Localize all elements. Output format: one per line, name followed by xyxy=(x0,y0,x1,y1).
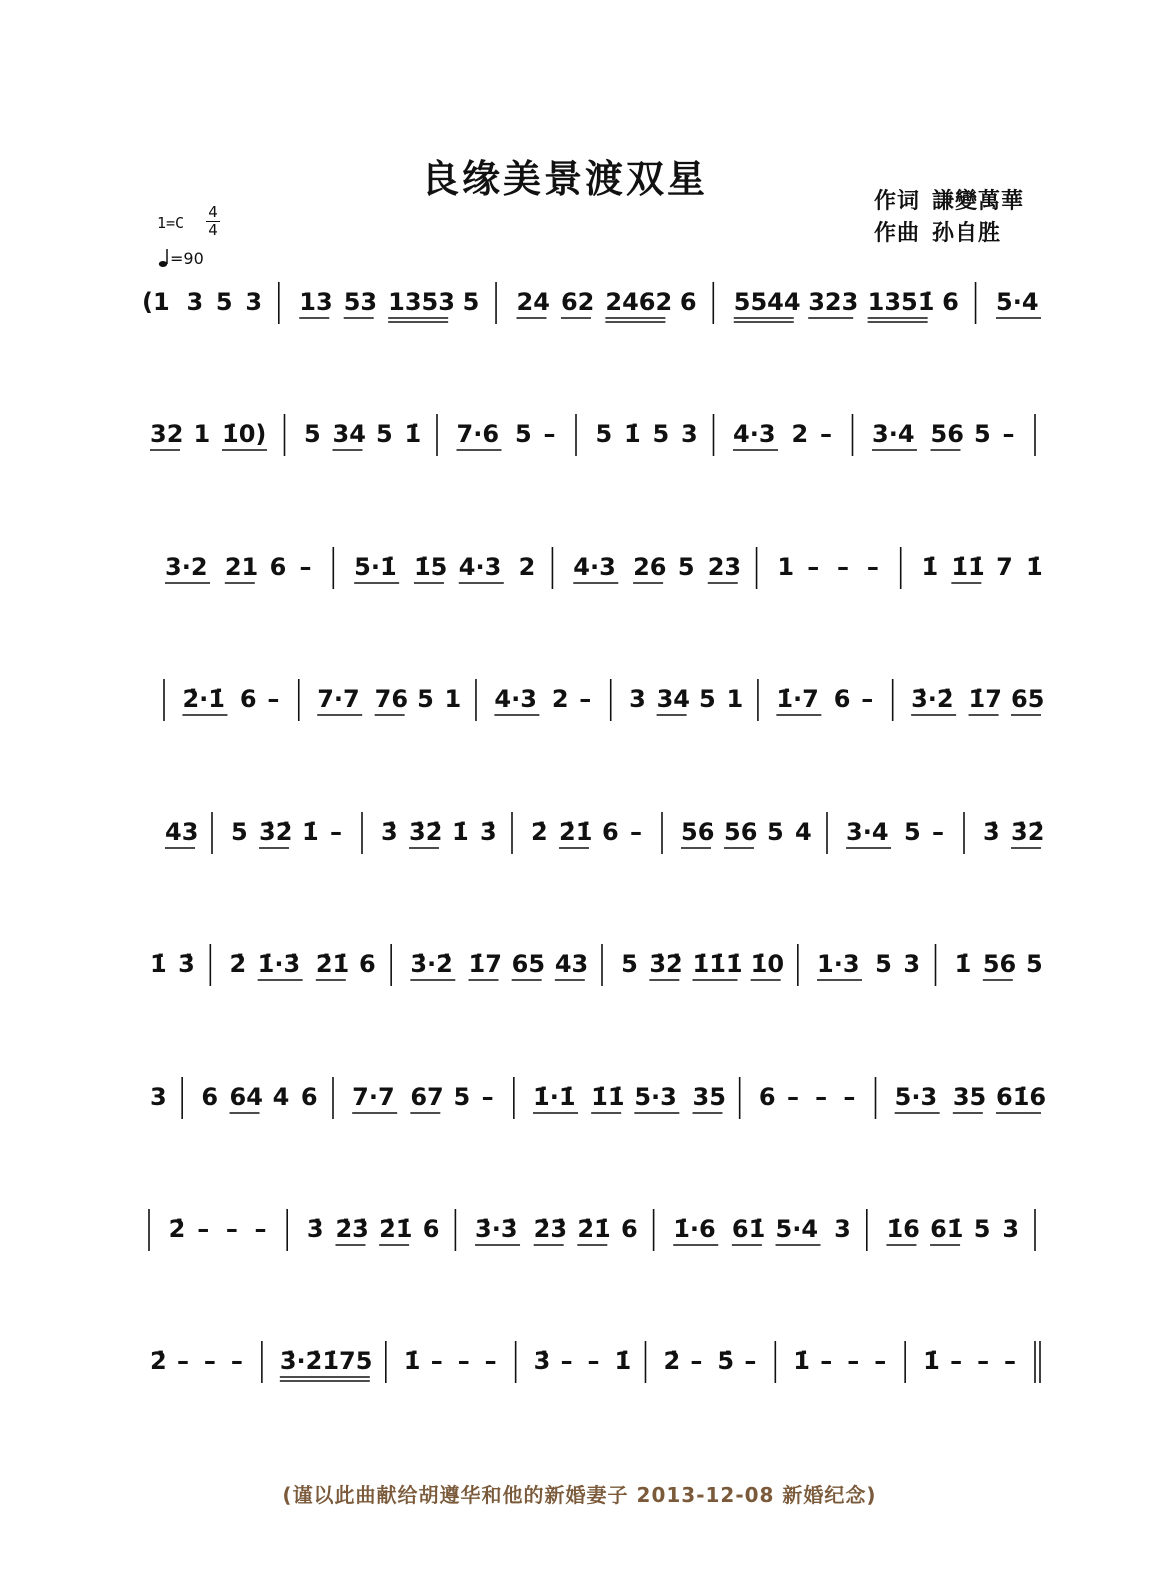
note-group: 6 xyxy=(602,818,619,846)
dedication-footer: (谨以此曲献给胡遵华和他的新婚妻子 2013-12-08 新婚纪念) xyxy=(282,1483,877,1507)
note-group: 1̇5 xyxy=(413,553,448,581)
time-signature xyxy=(205,204,221,239)
note-group: – xyxy=(1004,1347,1017,1375)
note-group: 6 xyxy=(300,1083,318,1111)
note-group: 6 xyxy=(359,950,376,978)
note-group: 3 xyxy=(150,1083,167,1111)
note-group: 3·4 xyxy=(846,818,889,846)
note-group: 1̇ xyxy=(921,553,939,581)
note-group: 61̇6 xyxy=(996,1083,1047,1111)
composer-label: 作曲 xyxy=(874,221,921,246)
note-group: – xyxy=(543,420,556,448)
note-group: 2462 xyxy=(605,288,673,316)
note-group: 1̇ xyxy=(614,1347,632,1375)
note-group: 65 xyxy=(1011,685,1045,713)
note-group: 56 xyxy=(724,818,758,846)
note-group: 7 xyxy=(996,553,1013,581)
note-group: – xyxy=(861,685,874,713)
note-group: 24 xyxy=(516,288,550,316)
note-group: 35 xyxy=(692,1083,726,1111)
note-group: 6 xyxy=(422,1215,440,1243)
note-group: 3̇ xyxy=(178,950,195,978)
note-group: 6 xyxy=(758,1083,776,1111)
note-group: 64 xyxy=(229,1083,263,1111)
note-group: 5 xyxy=(231,818,248,846)
score-line-graphic xyxy=(0,280,1169,330)
note-group: 34 xyxy=(332,420,366,448)
tempo-value: =90 xyxy=(170,249,204,268)
lyricist-name: 謙變萬華 xyxy=(932,189,1025,214)
note-group: 4 xyxy=(795,818,812,846)
note-group: – xyxy=(807,553,820,581)
note-group: 3 xyxy=(629,685,646,713)
note-group: 4·3 xyxy=(494,685,537,713)
note-group: – xyxy=(457,1347,470,1375)
note-group: 4·3 xyxy=(458,553,502,581)
note-group: 3̇·2̇1̇75 xyxy=(279,1347,373,1375)
score-line-graphic xyxy=(0,1207,1169,1257)
note-group: – xyxy=(254,1215,267,1243)
note-group: 5 xyxy=(974,420,991,448)
note-group: 1̇ xyxy=(793,1347,810,1375)
note-group: 5 xyxy=(699,685,716,713)
note-group: 53 xyxy=(343,288,378,316)
composer-credit xyxy=(874,216,1001,247)
note-group: – xyxy=(977,1347,990,1375)
note-group: 2̇ xyxy=(168,1215,186,1243)
note-group: 3 xyxy=(1002,1215,1020,1243)
note-group: 6 xyxy=(269,553,287,581)
time-signature-bottom: 4 xyxy=(208,221,218,239)
score-line xyxy=(0,1075,1169,1125)
note-group: 1̇·6 xyxy=(673,1215,716,1243)
note-group: – xyxy=(815,1083,828,1111)
song-title: 良缘美景渡双星 xyxy=(420,157,708,201)
score-line-graphic xyxy=(0,677,1169,727)
note-group: (1 xyxy=(142,288,170,316)
note-group: 5 xyxy=(595,420,613,448)
note-group: 2̇ xyxy=(531,818,548,846)
score-line xyxy=(0,1339,1169,1389)
note-group: – xyxy=(484,1347,497,1375)
note-group: 1 xyxy=(777,553,795,581)
note-group: 3 xyxy=(186,288,204,316)
note-group: 3̇·2̇ xyxy=(410,950,453,978)
note-group: – xyxy=(430,1347,443,1375)
note-group: 1̇1̇ xyxy=(951,553,985,581)
note-group: 1·3 xyxy=(817,950,860,978)
note-group: 5·1̇ xyxy=(354,553,397,581)
note-group: 5 xyxy=(215,288,233,316)
note-group: – xyxy=(744,1347,757,1375)
note-group: 7·7 xyxy=(352,1083,395,1111)
note-group: – xyxy=(176,1347,189,1375)
note-group: 5 xyxy=(417,685,434,713)
note-group: 3̇ xyxy=(983,818,1000,846)
note-group: 3̇ xyxy=(381,818,398,846)
note-group: 5·3 xyxy=(894,1083,938,1111)
score-line-graphic xyxy=(0,942,1169,992)
note-group: 1 xyxy=(444,685,462,713)
note-group: 5 xyxy=(462,288,480,316)
note-group: 65 xyxy=(511,950,546,978)
note-group: 2̇1̇ xyxy=(559,818,593,846)
note-group: – xyxy=(560,1347,573,1375)
note-group: 13 xyxy=(299,288,333,316)
note-group: 6 xyxy=(201,1083,219,1111)
note-group: 23 xyxy=(707,553,742,581)
note-group: 3 xyxy=(834,1215,851,1243)
note-group: 26 xyxy=(633,553,667,581)
note-group: 35 xyxy=(952,1083,987,1111)
note-group: – xyxy=(787,1083,799,1111)
note-group: – xyxy=(847,1347,860,1375)
note-group: 32 xyxy=(150,420,184,448)
note-group: 1̇1̇ xyxy=(591,1083,625,1111)
note-group: – xyxy=(225,1215,238,1243)
note-group: 2̇ xyxy=(150,1347,167,1375)
note-group: 43 xyxy=(165,818,199,846)
note-group: 1̇·7 xyxy=(776,685,819,713)
note-group: 5 xyxy=(304,420,321,448)
note-group: – xyxy=(932,818,944,846)
note-group: – xyxy=(587,1347,600,1375)
note-group: – xyxy=(203,1347,216,1375)
note-group: 1̇ xyxy=(403,1347,421,1375)
note-group: 1̇ xyxy=(923,1347,940,1375)
note-group: 1 xyxy=(726,685,744,713)
note-group: 2̇3̇ xyxy=(533,1215,568,1243)
note-group: – xyxy=(197,1215,210,1243)
note-group: – xyxy=(874,1347,887,1375)
note-group: 3̇ xyxy=(480,818,497,846)
note-group: 34 xyxy=(656,685,691,713)
note-group: 4·3 xyxy=(733,420,776,448)
note-group: 3̇ xyxy=(533,1347,551,1375)
note-group: – xyxy=(230,1347,243,1375)
note-group: 1353 xyxy=(388,288,455,316)
composer-name: 孙自胜 xyxy=(932,221,1002,246)
note-group: 4 xyxy=(272,1083,290,1111)
score-line xyxy=(0,280,1169,330)
note-group: 323 xyxy=(808,288,859,316)
note-group: 76 xyxy=(374,685,409,713)
score-line-graphic xyxy=(0,545,1169,595)
time-signature-top: 4 xyxy=(208,203,218,221)
note-group: 2̇1̇ xyxy=(379,1215,413,1243)
note-group: – xyxy=(1002,420,1015,448)
note-group: – xyxy=(950,1347,963,1375)
note-group: 56 xyxy=(982,950,1017,978)
note-group: 1̇ xyxy=(452,818,469,846)
score-line xyxy=(0,942,1169,992)
note-group: 2 xyxy=(551,685,569,713)
score-line-graphic xyxy=(0,412,1169,462)
note-group: 6 xyxy=(239,685,257,713)
note-group: 3 xyxy=(245,288,263,316)
note-group: 5 xyxy=(677,553,695,581)
note-group: 5 xyxy=(376,420,393,448)
score-line-graphic xyxy=(0,1075,1169,1125)
note-group: 1̇7 xyxy=(968,685,1002,713)
note-group: 1̇0 xyxy=(750,950,785,978)
note-group: 3̇·2̇ xyxy=(911,685,954,713)
note-group: 62 xyxy=(560,288,595,316)
key-signature: 1=C xyxy=(157,214,185,232)
note-group: 5 xyxy=(453,1083,471,1111)
note-group: 1̇ xyxy=(954,950,972,978)
score-line xyxy=(0,1207,1169,1257)
note-group: 3̇2̇ xyxy=(1011,818,1045,846)
note-group: 2̇3̇ xyxy=(335,1215,369,1243)
note-group: 1̇7 xyxy=(468,950,502,978)
note-group: 3·4 xyxy=(872,420,915,448)
note-group: 5̇ xyxy=(717,1347,735,1375)
note-group: – xyxy=(330,818,342,846)
quarter-note-icon xyxy=(158,248,170,268)
note-group: 1̇ xyxy=(1026,553,1043,581)
note-group: 5·4 xyxy=(996,288,1039,316)
note-group: 56 xyxy=(681,818,715,846)
note-group: – xyxy=(630,818,642,846)
note-group: 5·4 xyxy=(775,1215,819,1243)
note-group: 67 xyxy=(410,1083,444,1111)
note-group: – xyxy=(837,553,850,581)
note-group: 6 xyxy=(620,1215,638,1243)
tempo-marking xyxy=(158,248,204,268)
note-group: 3·2 xyxy=(165,553,208,581)
note-group: 6 xyxy=(833,685,851,713)
note-group: 3 xyxy=(903,950,921,978)
note-group: – xyxy=(579,685,592,713)
score-line xyxy=(0,677,1169,727)
note-group: 1̇1̇1̇ xyxy=(692,950,743,978)
note-group: 5 xyxy=(621,950,638,978)
note-group: 61̇ xyxy=(731,1215,766,1243)
note-group: 2̇·1̇ xyxy=(182,685,225,713)
note-group: 3̇·3̇ xyxy=(475,1215,518,1243)
score-line xyxy=(0,412,1169,462)
note-group: 5 xyxy=(973,1215,991,1243)
score-line xyxy=(0,545,1169,595)
note-group: 3̇ xyxy=(306,1215,324,1243)
note-group: – xyxy=(481,1083,494,1111)
note-group: – xyxy=(299,553,312,581)
note-group: 7·7 xyxy=(317,685,360,713)
note-group: 2 xyxy=(791,420,809,448)
note-group: 5544 xyxy=(733,288,801,316)
note-group: 1̇ xyxy=(302,818,319,846)
note-group: 2 xyxy=(518,553,536,581)
lyricist-label: 作词 xyxy=(874,189,921,214)
note-group: – xyxy=(866,553,879,581)
note-group: 1351̇ xyxy=(867,288,935,316)
score-line-graphic xyxy=(0,1339,1169,1389)
note-group: 3̇2̇ xyxy=(649,950,683,978)
note-group: 6 xyxy=(942,288,959,316)
note-group: 5 xyxy=(1026,950,1043,978)
note-group: 2̇1̇ xyxy=(315,950,350,978)
note-group: 1̇·3̇ xyxy=(257,950,301,978)
note-group: 1̇ xyxy=(404,420,422,448)
note-group: – xyxy=(820,420,832,448)
score-line xyxy=(0,810,1169,860)
note-group: 1̇0) xyxy=(222,420,267,448)
note-group: 7·6 xyxy=(456,420,500,448)
note-group: 5 xyxy=(515,420,532,448)
note-group: 5 xyxy=(875,950,892,978)
note-group: 1 xyxy=(193,420,211,448)
note-group: 43 xyxy=(554,950,589,978)
note-group: – xyxy=(820,1347,833,1375)
note-group: – xyxy=(267,685,280,713)
note-group: 3̇2̇ xyxy=(409,818,443,846)
note-group: 6 xyxy=(679,288,697,316)
note-group: – xyxy=(843,1083,856,1111)
note-group: 1̇·1̇ xyxy=(533,1083,576,1111)
note-group: 2̇1̇ xyxy=(577,1215,611,1243)
note-group: 2̇ xyxy=(663,1347,681,1375)
note-group: 4·3 xyxy=(573,553,616,581)
note-group: 2̇ xyxy=(229,950,247,978)
note-group: 3̇2̇ xyxy=(259,818,293,846)
note-group: 5 xyxy=(904,818,921,846)
note-group: 5·3 xyxy=(634,1083,677,1111)
note-group: 1̇ xyxy=(150,950,167,978)
note-group: 5 xyxy=(767,818,784,846)
note-group: 61̇ xyxy=(930,1215,964,1243)
note-group: 3 xyxy=(681,420,698,448)
note-group: 1̇6 xyxy=(886,1215,920,1243)
lyricist-credit xyxy=(874,184,1024,215)
note-group: 5 xyxy=(652,420,670,448)
note-group: 21 xyxy=(224,553,259,581)
note-group: 56 xyxy=(930,420,964,448)
note-group: 1̇ xyxy=(624,420,641,448)
score-line-graphic xyxy=(0,810,1169,860)
note-group: – xyxy=(690,1347,703,1375)
